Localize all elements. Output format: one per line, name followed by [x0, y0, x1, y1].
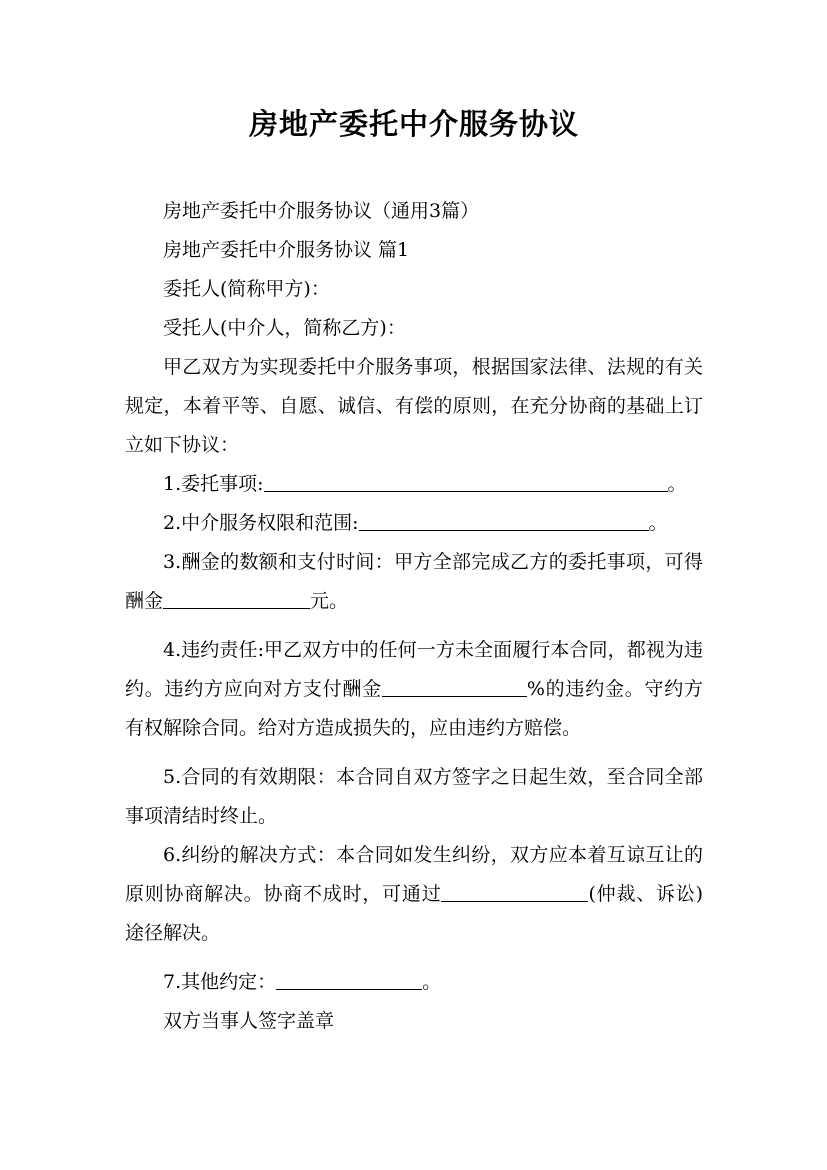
agent-line: 受托人(中介人，简称乙方)：	[163, 317, 406, 339]
clause-4-label: 4.违约责任:甲乙双方中的任何一方未全面履行本合同，都视为违约。违约方应向对方支付酬金	[125, 639, 703, 700]
client-line: 委托人(简称甲方)：	[163, 278, 330, 300]
document-title: 房地产委托中介服务协议	[248, 107, 579, 141]
blank-line	[264, 471, 668, 492]
clause-6	[125, 836, 703, 953]
blank-line	[163, 588, 310, 609]
clause-4	[125, 631, 703, 748]
clause-3-label: 3.酬金的数额和支付时间：甲方全部完成乙方的委托事项，可得酬金	[125, 551, 703, 612]
clause-1-end: 。	[667, 473, 687, 495]
clause-2-end: 。	[648, 512, 668, 534]
signature-line: 双方当事人签字盖章	[163, 1010, 335, 1032]
clause-3	[125, 543, 703, 621]
document-body	[125, 192, 703, 1041]
clause-2	[125, 504, 703, 543]
clause-7-label: 7.其他约定：	[163, 971, 277, 993]
clause-7	[125, 963, 703, 1002]
doc-heading-line: 房地产委托中介服务协议（通用3篇）	[163, 200, 480, 222]
clause-6-label: 6.纠纷的解决方式：本合同如发生纠纷，双方应本着互谅互让的原则协商解决。协商不成时，可通过	[125, 844, 703, 905]
clause-5: 5.合同的有效期限：本合同自双方签字之日起生效，至合同全部事项清结时终止。	[125, 766, 703, 827]
blank-line	[382, 676, 527, 697]
clause-1	[125, 465, 703, 504]
blank-line	[359, 510, 649, 531]
clause-3-end: 元。	[310, 590, 349, 612]
clause-1-label: 1.委托事项:	[163, 473, 264, 495]
clause-2-label: 2.中介服务权限和范围:	[163, 512, 359, 534]
clause-6-end: (仲裁、诉讼)途径解决。	[125, 883, 703, 944]
blank-line	[441, 881, 588, 902]
preamble-paragraph: 甲乙双方为实现委托中介服务事项，根据国家法律、法规的有关规定，本着平等、自愿、诚信、有偿的原则，在充分协商的基础上订立如下协议：	[125, 356, 703, 456]
clause-4-end: %的违约金。守约方有权解除合同。给对方造成损失的，应由违约方赔偿。	[125, 678, 703, 739]
blank-line	[276, 969, 422, 990]
clause-7-end: 。	[422, 971, 442, 993]
doc-section-heading: 房地产委托中介服务协议 篇1	[163, 239, 410, 261]
